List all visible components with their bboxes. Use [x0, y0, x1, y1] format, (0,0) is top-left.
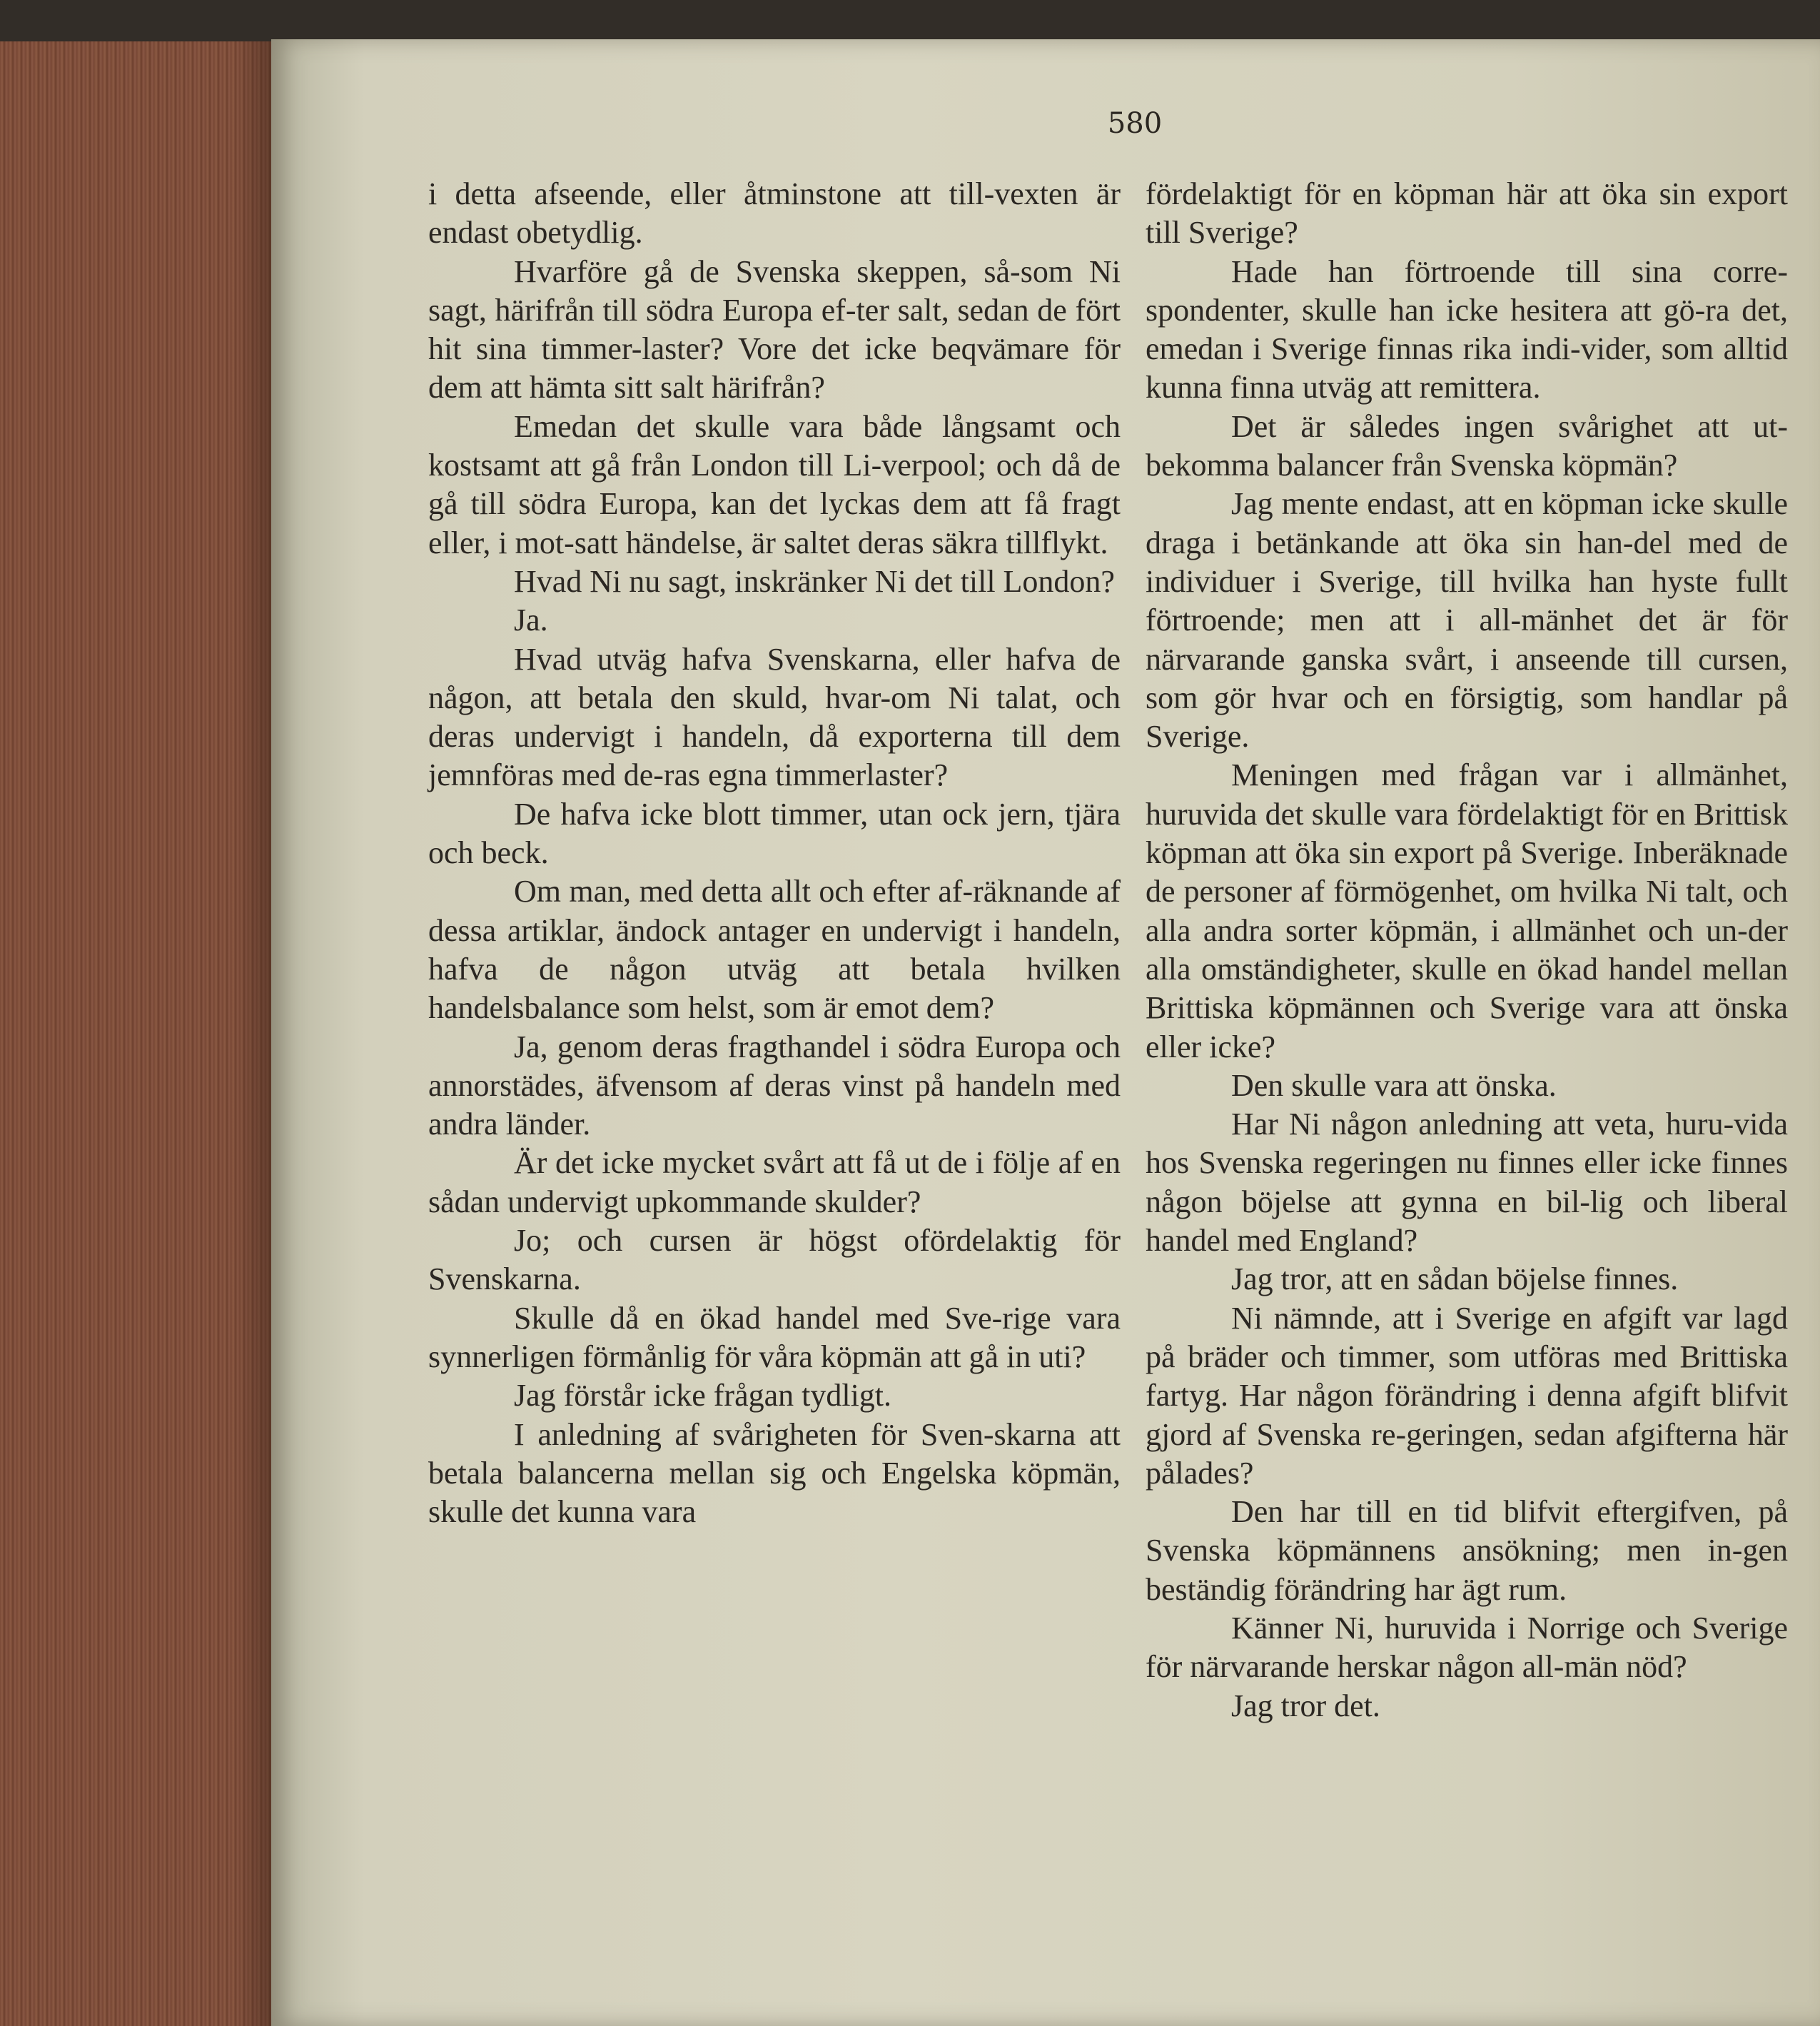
paragraph: Om man, med detta allt och efter af-räknande af dessa artiklar, ändock antager en undervigt i handeln, hafva de någon utväg att betala hvilken handelsbalance som helst, som är emot dem? — [428, 874, 1121, 1026]
paragraph: Emedan det skulle vara både långsamt och kostsamt att gå från London till Li-verpool; och då de gå till södra Europa, kan det lyckas dem att få fragt eller, i mot-satt händelse, är saltet deras säkra tillflykt. — [428, 408, 1121, 560]
paragraph: De hafva icke blott timmer, utan ock jern, tjära och beck. — [428, 796, 1121, 871]
paragraph: Skulle då en ökad handel med Sve-rige vara synnerligen förmånlig för våra köpmän att gå in uti? — [428, 1300, 1121, 1374]
paragraph: Jag förstår icke frågan tydligt. — [514, 1378, 892, 1413]
paragraph: Känner Ni, huruvida i Norrige och Sverige för närvarande herskar någon all-män nöd? — [1146, 1610, 1788, 1685]
paragraph: i detta afseende, eller åtminstone att till-vexten är endast obetydlig. — [428, 176, 1121, 251]
paragraph: Det är således ingen svårighet att ut-bekomma balancer från Svenska köpmän? — [1146, 408, 1788, 483]
page-number: 580 — [1107, 107, 1163, 140]
paragraph: Är det icke mycket svårt att få ut de i följe af en sådan undervigt upkommande skulder? — [428, 1145, 1121, 1219]
paragraph: fördelaktigt för en köpman här att öka sin export till Sverige? — [1146, 176, 1788, 251]
paragraph: Jag tror det. — [1231, 1688, 1380, 1723]
paragraph: Jag mente endast, att en köpman icke skulle draga i betänkande att öka sin han-del med de individuer i Sverige, till hvilka han hyste fullt förtroende; men att i all-mänhet det är för närvarande ganska svårt, i anseende till cursen, som gör hvar och en försigtig, som handlar på Sverige. — [1146, 486, 1788, 755]
paragraph: Den har till en tid blifvit eftergifven, på Svenska köpmännens ansökning; men in-gen beständig förändring har ägt rum. — [1146, 1494, 1788, 1607]
paragraph: Hvad utväg hafva Svenskarna, eller hafva de någon, att betala den skuld, hvar-om Ni talat, och deras undervigt i handeln, då exporterna till dem jemnföras med de-ras egna timmerlaster? — [428, 641, 1121, 793]
left-text-column — [428, 175, 1121, 1531]
paragraph: Ni nämnde, att i Sverige en afgift var lagd på bräder och timmer, som utföras med Brittiska fartyg. Har någon förändring i denna afgift blifvit gjord af Svenska re-geringen, sedan afgifterna här pålades? — [1146, 1300, 1788, 1491]
paragraph: Hvarföre gå de Svenska skeppen, så-som Ni sagt, härifrån till södra Europa ef-ter salt, sedan de fört hit sina timmer-laster? Vore det icke beqvämare för dem att hämta sitt salt härifrån? — [428, 253, 1121, 405]
paragraph: Ja. — [514, 603, 548, 638]
right-text-column — [1146, 175, 1788, 1725]
scan-top-border — [0, 0, 1820, 44]
paragraph: Jo; och cursen är högst ofördelaktig för Svenskarna. — [428, 1223, 1121, 1297]
paragraph: Har Ni någon anledning att veta, huru-vida hos Svenska regeringen nu finnes eller icke finnes någon böjelse att gynna en bil-lig och liberal handel med England? — [1146, 1107, 1788, 1259]
paragraph: Jag tror, att en sådan böjelse finnes. — [1231, 1261, 1679, 1297]
paragraph: Ja, genom deras fragthandel i södra Europa och annorstädes, äfvensom af deras vinst på handeln med andra länder. — [428, 1029, 1121, 1142]
paragraph: Meningen med frågan var i allmänhet, huruvida det skulle vara fördelaktigt för en Brittisk köpman att öka sin export på Sverige. Inberäknade de personer af förmögenhet, om hvilka Ni talt, och alla andra sorter köpmän, i allmänhet och un-der alla omständigheter, skulle en ökad handel mellan Brittiska köpmännen och Sverige vara att önska eller icke? — [1146, 757, 1788, 1064]
paragraph: Hvad Ni nu sagt, inskränker Ni det till London? — [514, 563, 1115, 599]
paragraph: Hade han förtroende till sina corre-spondenter, skulle han icke hesitera att gö-ra det, emedan i Sverige finnas rika indi-vider, som alltid kunna finna utväg att remittera. — [1146, 253, 1788, 405]
paragraph: Den skulle vara att önska. — [1231, 1067, 1557, 1103]
paragraph: I anledning af svårigheten för Sven-skarna att betala balancerna mellan sig och Engelska köpmän, skulle det kunna vara — [428, 1416, 1121, 1530]
